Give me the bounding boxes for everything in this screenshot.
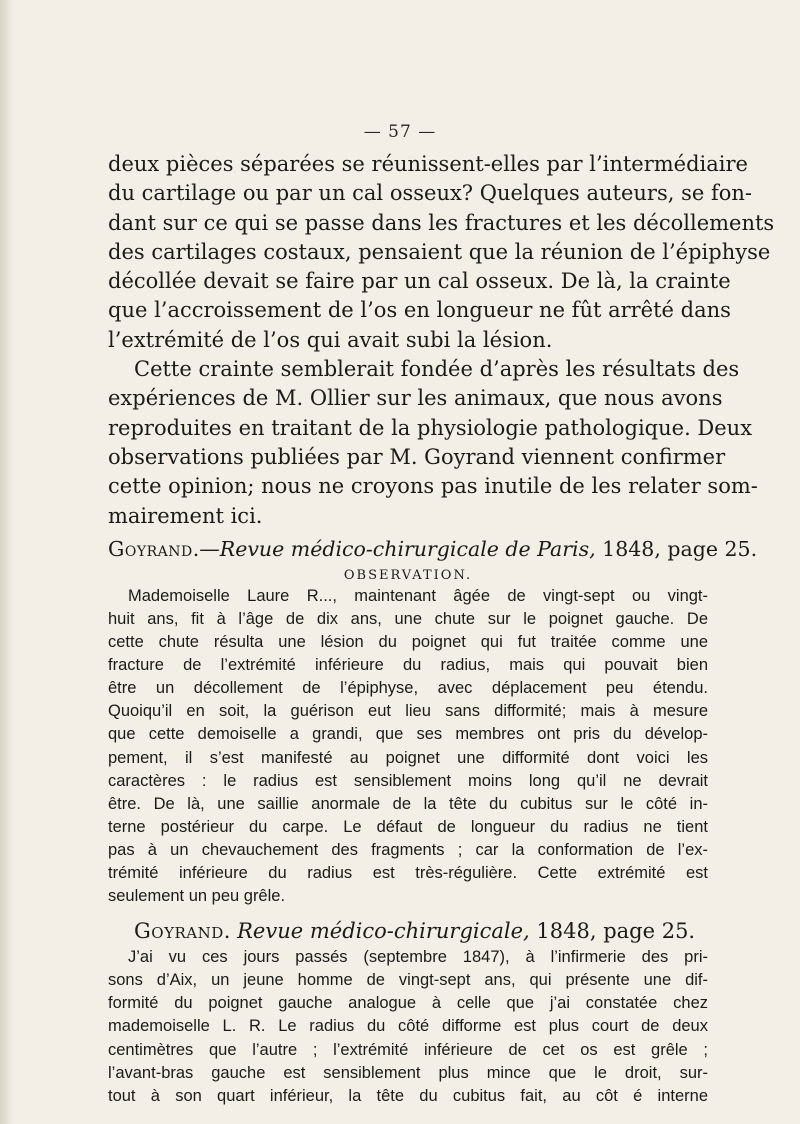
text-line: seulement un peu grêle. (108, 887, 286, 906)
text-line: cette opinion; nous ne croyons pas inutile de les relater som- (108, 474, 758, 499)
text-line: sons d’Aix, un jeune homme de vingt-sept ans, qui présente une dif- (108, 971, 708, 990)
text-line: mademoiselle L. R. Le radius du côté difforme est plus court de deux (108, 1017, 708, 1036)
text-body (108, 150, 775, 1108)
text-line: centimètres que l’autre ; l’extrémité inférieure de cet os est grêle ; (108, 1040, 708, 1059)
citation-separator: . (223, 919, 238, 944)
page-number: — 57 — (363, 122, 437, 142)
text-line: fracture de l’extrémité inférieure du radius, mais qui pouvait bien (108, 656, 708, 675)
text-line: huit ans, fit à l’âge de dix ans, une chute sur le poignet gauche. De (108, 609, 708, 628)
citation-journal: Revue médico-chirurgicale de Paris, (219, 536, 596, 561)
text-line: observations publiées par M. Goyrand viennent confirmer (108, 444, 726, 469)
text-line: l’extrémité de l’os qui avait subi la lésion. (108, 327, 553, 352)
text-line: des cartilages costaux, pensaient que la réunion de l’épiphyse (108, 239, 771, 264)
observation-2 (108, 946, 708, 1108)
text-line: pas à un chevauchement des fragments ; car la conformation de l’ex- (108, 840, 708, 859)
text-line: du cartilage ou par un cal osseux? Quelques auteurs, se fon- (108, 181, 752, 206)
citation-goyrand-2 (108, 916, 708, 946)
text-line: cette chute résulta une lésion du poignet qui fut traitée comme une (108, 633, 708, 652)
observation-heading: OBSERVATION. (343, 567, 473, 583)
text-line: Quoiqu’il en soit, la guérison eut lieu sans difformité; mais à mesure (108, 702, 708, 721)
citation-details: 1848, page 25. (595, 536, 758, 561)
citation-goyrand-1 (108, 535, 758, 564)
intro-paragraph (108, 150, 775, 355)
text-line: être un décollement de l’épiphyse, avec déplacement peu étendu. (108, 679, 708, 698)
text-line: être. De là, une saillie anormale de la tête du cubitus sur le côté in- (108, 794, 708, 813)
text-line: décollée devait se faire par un cal osseux. De là, la crainte (108, 269, 731, 294)
text-line: reproduites en traitant de la physiologie pathologique. Deux (108, 415, 753, 440)
text-line: tout à son quart inférieur, la tête du cubitus fait, au côt é interne (108, 1086, 708, 1105)
page-gutter-shadow (0, 0, 14, 1124)
text-line: que cette demoiselle a grandi, que ses membres ont pris du dévelop- (108, 725, 708, 744)
text-line: caractères : le radius est sensiblement moins long qu’il ne devrait (108, 771, 708, 790)
text-line: que l’accroissement de l’os en longueur ne fût arrêté dans (108, 298, 731, 323)
text-line: terne postérieur du carpe. Le défaut de longueur du radius ne tient (108, 817, 708, 836)
citation-details: 1848, page 25. (529, 919, 696, 944)
observation-1 (108, 585, 708, 908)
text-line: J’ai vu ces jours passés (septembre 1847), à l’infirmerie des pri- (128, 948, 708, 967)
text-line: l’avant-bras gauche est sensiblement plus mince que le droit, sur- (108, 1063, 708, 1082)
text-line: formité du poignet gauche analogue à celle que j’ai constatée chez (108, 994, 708, 1013)
text-line: dant sur ce qui se passe dans les fractures et les décollements (108, 210, 775, 235)
citation-author: Goyrand (108, 536, 193, 561)
text-line: mairement ici. (108, 503, 263, 528)
text-line: Mademoiselle Laure R..., maintenant âgée de vingt-sept ou vingt- (128, 586, 708, 605)
second-paragraph (108, 355, 758, 531)
citation-separator: .— (192, 536, 220, 561)
text-line: Cette crainte semblerait fondée d’après les résultats des (134, 357, 740, 382)
text-line: deux pièces séparées se réunissent-elles par l’intermédiaire (108, 152, 748, 176)
text-line: pement, il s’est manifesté au poignet une difformité dont voici les (108, 748, 708, 767)
citation-author: Goyrand (134, 919, 224, 944)
text-line: expériences de M. Ollier sur les animaux, que nous avons (108, 386, 723, 411)
citation-journal: Revue médico-chirurgicale, (237, 919, 530, 944)
text-line: trémité inférieure du radius est très-régulière. Cette extrémité est (108, 863, 708, 882)
